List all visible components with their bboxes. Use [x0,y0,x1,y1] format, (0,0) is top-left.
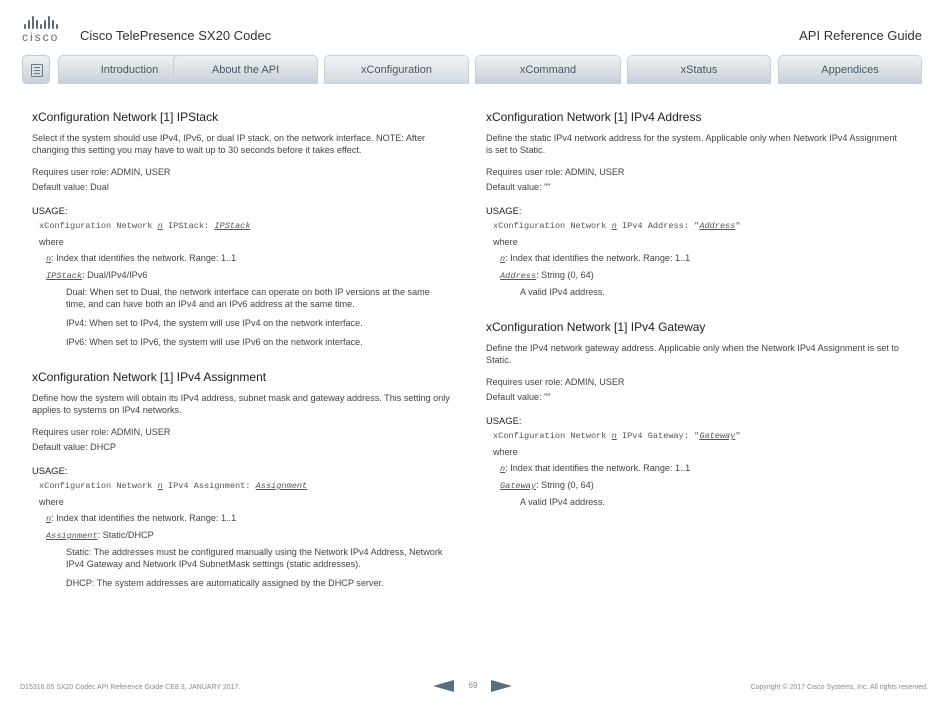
usage-label: USAGE: [32,205,68,216]
user-role: Requires user role: ADMIN, USER [32,427,171,437]
cisco-logo-text: cisco [22,30,60,44]
section-ipv4-address [486,110,906,298]
where-label: where [39,497,64,507]
where-label: where [493,447,518,457]
user-role: Requires user role: ADMIN, USER [486,377,625,387]
section-description: Define the static IPv4 network address for the system. Applicable only when Network IPv4 Assignment is set to Static. [486,133,897,155]
tab-appendices[interactable]: Appendices [778,55,922,84]
param-value: Assignment: Static/DHCP [46,530,154,541]
usage-label: USAGE: [486,205,522,216]
option-text: A valid IPv4 address. [520,497,605,507]
section-title: xConfiguration Network [1] IPv4 Assignment [32,370,267,384]
option-text: IPv4: When set to IPv4, the system will use IPv4 on the network interface. [66,318,363,328]
default-value: Default value: Dual [32,182,109,192]
section-title: xConfiguration Network [1] IPv4 Gateway [486,320,706,334]
cisco-logo-bars [24,15,66,29]
option-text: A valid IPv4 address. [520,287,605,297]
option-text: DHCP: The system addresses are automatically assigned by the DHCP server. [66,578,384,588]
tab-xstatus[interactable]: xStatus [627,55,771,84]
next-page-arrow-icon[interactable] [491,680,512,692]
cisco-logo [22,15,66,45]
right-column [486,110,906,530]
param-n: n: Index that identifies the network. Range: 1..1 [500,463,691,474]
section-ipv4-assignment [32,370,452,589]
usage-code: xConfiguration Network n IPStack: IPStack [39,221,251,231]
section-title: xConfiguration Network [1] IPStack [32,110,219,124]
option-text: Static: The addresses must be configured manually using the Network IPv4 Address, Network IPv4 Gateway and Network IPv4 SubnetMask settings (static addresses). [66,547,443,569]
param-n: n: Index that identifies the network. Range: 1..1 [46,513,237,524]
default-value: Default value: DHCP [32,442,116,452]
section-description: Define the IPv4 network gateway address. Applicable only when the Network IPv4 Assignment is set to Static. [486,343,899,365]
param-value: Gateway: String (0, 64) [500,480,594,491]
option-text: Dual: When set to Dual, the network interface can operate on both IP versions at the same time, and can have both an IPv4 and an IPv6 address at the same time. [66,287,430,309]
where-label: where [39,237,64,247]
previous-page-arrow-icon[interactable] [433,680,454,692]
document-title: Cisco TelePresence SX20 Codec [80,28,272,43]
document-list-icon [31,64,43,77]
user-role: Requires user role: ADMIN, USER [32,167,171,177]
usage-label: USAGE: [486,415,522,426]
left-column [32,110,452,611]
user-role: Requires user role: ADMIN, USER [486,167,625,177]
tab-xconfiguration[interactable]: xConfiguration [324,55,469,84]
param-value: Address: String (0, 64) [500,270,594,281]
section-ipstack [32,110,452,348]
usage-code: xConfiguration Network n IPv4 Gateway: "Gateway" [493,431,741,441]
menu-button[interactable] [22,55,50,84]
section-ipv4-gateway [486,320,906,508]
default-value: Default value: "" [486,392,551,402]
section-description: Select if the system should use IPv4, IPv6, or dual IP stack, on the network interface. NOTE: After changing this setting you may have to wait up to 30 seconds before it takes effect. [32,133,426,155]
tab-xcommand[interactable]: xCommand [475,55,621,84]
footer-copyright: Copyright © 2017 Cisco Systems, Inc. All rights reserved. [750,684,928,691]
tab-introduction[interactable]: Introduction [58,55,201,84]
footer-document-id: D15316.05 SX20 Codec API Reference Guide CE8.3, JANUARY 2017. [20,684,241,691]
param-value: IPStack: Dual/IPv4/IPv6 [46,270,148,281]
usage-code: xConfiguration Network n IPv4 Address: "Address" [493,221,741,231]
option-text: IPv6: When set to IPv6, the system will use IPv6 on the network interface. [66,337,363,347]
where-label: where [493,237,518,247]
param-n: n: Index that identifies the network. Range: 1..1 [46,253,237,264]
param-n: n: Index that identifies the network. Range: 1..1 [500,253,691,264]
section-title: xConfiguration Network [1] IPv4 Address [486,110,702,124]
page-number: 69 [468,681,478,690]
usage-label: USAGE: [32,465,68,476]
tab-bar [22,55,922,85]
usage-code: xConfiguration Network n IPv4 Assignment: Assignment [39,481,308,491]
pager [433,680,513,694]
default-value: Default value: "" [486,182,551,192]
tab-about-the-api[interactable]: About the API [173,55,318,84]
guide-title: API Reference Guide [799,28,922,43]
section-description: Define how the system will obtain its IPv4 address, subnet mask and gateway address. This setting only applies to systems on IPv4 networks. [32,393,450,415]
